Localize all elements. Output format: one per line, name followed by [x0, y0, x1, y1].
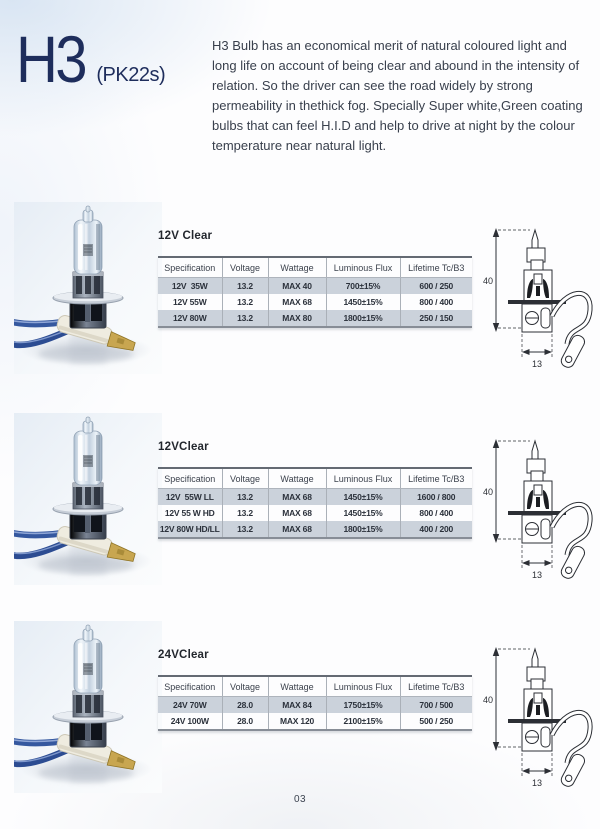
column-header: Specification: [158, 676, 222, 697]
section-title: 12VClear: [158, 441, 209, 453]
brand-block: [16, 22, 166, 96]
table-cell: 12V 55W LL: [158, 489, 222, 506]
dimension-label-height: 40: [483, 487, 494, 497]
bulb-photo-illustration: [14, 413, 162, 585]
table-cell: 13.2: [222, 310, 268, 327]
spec-table: [158, 467, 472, 539]
table-cell: 250 / 150: [400, 310, 472, 327]
table-cell: 700±15%: [326, 278, 400, 295]
table-cell: MAX 68: [268, 521, 326, 538]
table-cell: 1800±15%: [326, 521, 400, 538]
page-number: 03: [293, 794, 307, 805]
table-cell: 13.2: [222, 294, 268, 310]
dimension-drawing-svg: [480, 224, 598, 374]
table-cell: 28.0: [222, 697, 268, 714]
table-cell: 13.2: [222, 278, 268, 295]
table-cell: 700 / 500: [400, 697, 472, 714]
table-cell: 12V 80W: [158, 310, 222, 327]
dimension-label-width: 13: [532, 570, 543, 580]
column-header: Voltage: [222, 468, 268, 489]
dimension-drawing-svg: [480, 435, 598, 585]
section-12vclear: [0, 407, 600, 603]
table-cell: MAX 68: [268, 505, 326, 521]
product-description: H3 Bulb has an economical merit of natural coloured light and long life on account of being clear and abound in the intensity of relation. So the driver can see the road widely by strong permeability in thethick fog. Specially Super white,Green coating bulbs that can feel H.I.D and help to drive at night by the colour temperature near natural light.: [212, 38, 583, 153]
table-cell: 28.0: [222, 713, 268, 730]
table-cell: MAX 68: [268, 294, 326, 310]
table-row: [158, 310, 472, 327]
table-cell: 12V 55 W HD: [164, 508, 215, 518]
column-header: Luminous Flux: [326, 676, 400, 697]
table-cell: MAX 80: [268, 310, 326, 327]
dimension-drawing: [480, 435, 598, 585]
column-header: Specification: [158, 468, 222, 489]
base-type-label: (PK22s): [96, 64, 166, 86]
table-cell: MAX 84: [268, 697, 326, 714]
table-row: [158, 294, 472, 310]
table-cell: 1600 / 800: [400, 489, 472, 506]
table-cell: 2100±15%: [326, 713, 400, 730]
column-header: Luminous Flux: [326, 468, 400, 489]
table-row: [158, 489, 472, 506]
table-cell: 400 / 200: [400, 521, 472, 538]
table-cell: 800 / 400: [400, 505, 472, 521]
spec-table-wrap: [158, 467, 472, 539]
section-title: 12V Clear: [158, 230, 213, 242]
table-cell: 1800±15%: [326, 310, 400, 327]
table-cell: 500 / 250: [400, 713, 472, 730]
table-cell: 1450±15%: [326, 505, 400, 521]
table-cell: MAX 40: [268, 278, 326, 295]
bulb-photo-illustration: [14, 202, 162, 374]
dimension-label-width: 13: [532, 778, 543, 788]
column-header: Lifetime Tc/B3: [400, 257, 472, 278]
column-header: Wattage: [268, 468, 326, 489]
column-header: Luminous Flux: [326, 257, 400, 278]
table-cell: 12V 80W HD/LL: [158, 521, 222, 538]
section-title: 24VClear: [158, 649, 209, 661]
table-cell: MAX 68: [268, 489, 326, 506]
table-cell: 13.2: [222, 489, 268, 506]
table-cell: 600 / 250: [400, 278, 472, 295]
column-header: Specification: [158, 257, 222, 278]
table-row: [158, 505, 472, 521]
section-24vclear: [0, 615, 600, 811]
table-cell: 12V 55W: [172, 297, 207, 307]
dimension-drawing-svg: [480, 643, 598, 793]
column-header: Wattage: [268, 676, 326, 697]
table-row: [158, 278, 472, 295]
column-header: Voltage: [222, 676, 268, 697]
header-row: [158, 676, 472, 697]
table-cell: MAX 120: [268, 713, 326, 730]
column-header: Voltage: [222, 257, 268, 278]
table-cell: 800 / 400: [400, 294, 472, 310]
table-cell: 1450±15%: [326, 489, 400, 506]
table-cell: 12V 35W: [158, 278, 222, 295]
spec-table: [158, 675, 472, 731]
table-row: [158, 521, 472, 538]
table-row: [158, 713, 472, 730]
table-cell: 13.2: [222, 505, 268, 521]
table-cell: 13.2: [222, 521, 268, 538]
column-header: Lifetime Tc/B3: [400, 676, 472, 697]
header-row: [158, 257, 472, 278]
dimension-label-height: 40: [483, 276, 494, 286]
spec-table-wrap: [158, 675, 472, 731]
table-cell: 24V 100W: [170, 716, 209, 726]
section-12v-clear: [0, 196, 600, 392]
dimension-drawing: [480, 643, 598, 793]
column-header: Wattage: [268, 257, 326, 278]
header-row: [158, 468, 472, 489]
table-row: [158, 697, 472, 714]
dimension-label-width: 13: [532, 359, 543, 369]
dimension-drawing: [480, 224, 598, 374]
column-header: Lifetime Tc/B3: [400, 468, 472, 489]
bulb-photo: [14, 413, 162, 585]
bulb-photo: [14, 621, 162, 793]
page-title: H3: [16, 22, 85, 96]
spec-table-wrap: [158, 256, 472, 328]
bulb-photo: [14, 202, 162, 374]
spec-table: [158, 256, 472, 328]
table-cell: 1750±15%: [326, 697, 400, 714]
table-cell: 24V 70W: [158, 697, 222, 714]
bulb-photo-illustration: [14, 621, 162, 793]
dimension-label-height: 40: [483, 695, 494, 705]
table-cell: 1450±15%: [326, 294, 400, 310]
